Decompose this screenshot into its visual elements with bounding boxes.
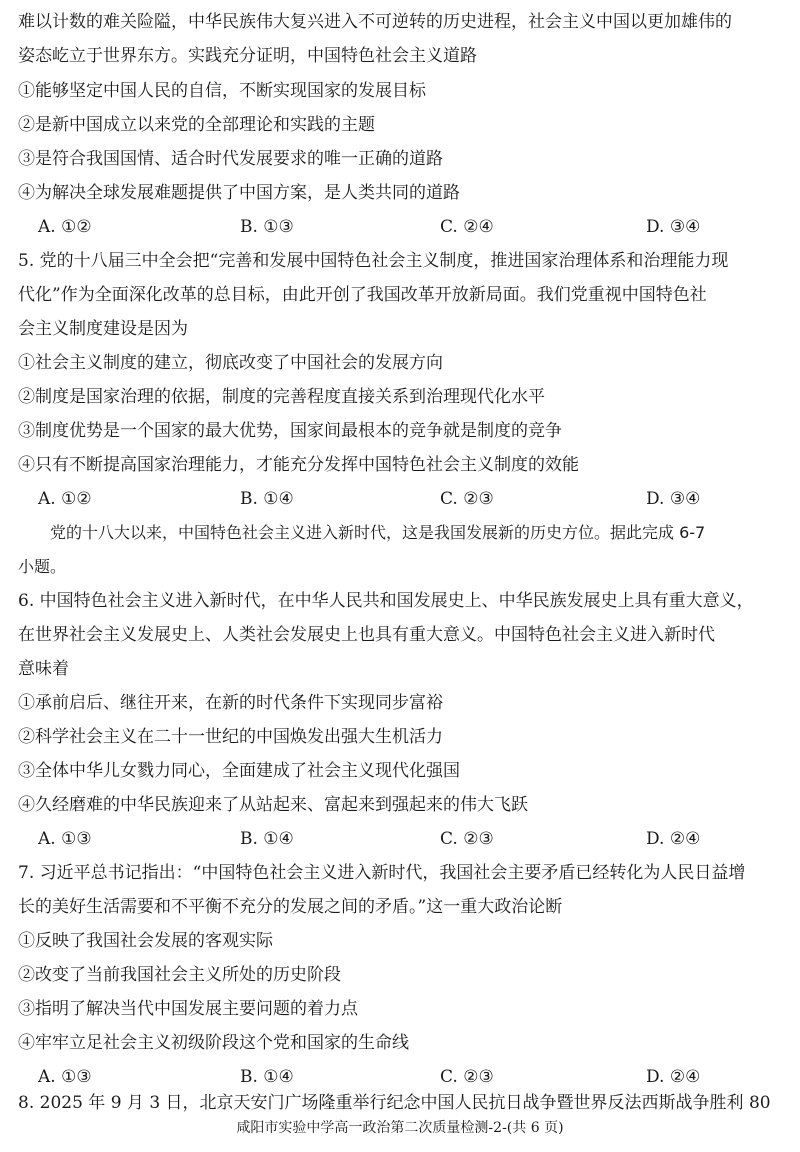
q5-option: ①社会主义制度的建立，彻底改变了中国社会的发展方向 (18, 353, 443, 373)
choice-d: D. ③④ (646, 489, 701, 509)
q5-option: ②制度是国家治理的依据，制度的完善程度直接关系到治理现代化水平 (18, 387, 545, 407)
q6-option: ①承前启后、继往开来，在新的时代条件下实现同步富裕 (18, 693, 443, 713)
choice-b: B. ①④ (240, 829, 294, 849)
choice-a: A. ①③ (38, 829, 92, 849)
q6-option: ③全体中华儿女戮力同心，全面建成了社会主义现代化强国 (18, 761, 460, 781)
q5-option: ④只有不断提高国家治理能力，才能充分发挥中国特色社会主义制度的效能 (18, 455, 579, 475)
choice-c: C. ②③ (440, 829, 494, 849)
choice-b: B. ①④ (240, 489, 294, 509)
q7-stem-line: 长的美好生活需要和不平衡不充分的发展之间的矛盾。”这一重大政治论断 (18, 897, 563, 917)
choice-c: C. ②④ (440, 217, 494, 237)
q5-stem-line: 会主义制度建设是因为 (18, 319, 188, 339)
q6-option: ②科学社会主义在二十一世纪的中国焕发出强大生机活力 (18, 727, 443, 747)
choice-d: D. ②④ (646, 1067, 701, 1087)
page-footer: 咸阳市实验中学高一政治第二次质量检测-2-(共 6 页) (236, 1120, 564, 1136)
q6-stem-line: 意味着 (18, 659, 69, 679)
q7-option: ③指明了解决当代中国发展主要问题的着力点 (18, 999, 358, 1019)
q6-option: ④久经磨难的中华民族迎来了从站起来、富起来到强起来的伟大飞跃 (18, 795, 528, 815)
choice-c: C. ②③ (440, 489, 494, 509)
choice-d: D. ②④ (646, 829, 701, 849)
q6-stem-line: 6. 中国特色社会主义进入新时代，在中华人民共和国发展史上、中华民族发展史上具有重大意义， (18, 591, 754, 611)
q6-stem-line: 在世界社会主义发展史上、人类社会发展史上也具有重大意义。中国特色社会主义进入新时代 (18, 625, 715, 645)
q4-choices (38, 215, 782, 239)
intro-line: 小题。 (18, 557, 67, 576)
q4-option: ②是新中国成立以来党的全部理论和实践的主题 (18, 115, 375, 135)
q7-stem-line: 7. 习近平总书记指出：“中国特色社会主义进入新时代，我国社会主要矛盾已经转化为人民日益增 (18, 863, 746, 883)
q6-choices (38, 827, 782, 851)
q7-choices (38, 1065, 782, 1089)
choice-a: A. ①③ (38, 1067, 92, 1087)
choice-b: B. ①③ (240, 217, 294, 237)
choice-c: C. ②③ (440, 1067, 494, 1087)
q4-option: ④为解决全球发展难题提供了中国方案，是人类共同的道路 (18, 183, 460, 203)
q4-stem-line: 姿态屹立于世界东方。实践充分证明，中国特色社会主义道路 (18, 46, 477, 66)
q5-choices (38, 487, 782, 511)
q5-stem-line: 5. 党的十八届三中全会把“完善和发展中国特色社会主义制度，推进国家治理体系和治理能力现 (18, 251, 729, 271)
q4-option: ③是符合我国国情、适合时代发展要求的唯一正确的道路 (18, 149, 443, 169)
q5-option: ③制度优势是一个国家的最大优势，国家间最根本的竞争就是制度的竞争 (18, 421, 562, 441)
choice-a: A. ①② (38, 489, 92, 509)
choice-d: D. ③④ (646, 217, 701, 237)
q4-option: ①能够坚定中国人民的自信，不断实现国家的发展目标 (18, 81, 426, 101)
q4-stem-line: 难以计数的难关险隘，中华民族伟大复兴进入不可逆转的历史进程，社会主义中国以更加雄伟的 (18, 12, 732, 32)
q7-option: ④牢牢立足社会主义初级阶段这个党和国家的生命线 (18, 1033, 409, 1053)
choice-a: A. ①② (38, 217, 92, 237)
q5-stem-line: 代化”作为全面深化改革的总目标，由此开创了我国改革开放新局面。我们党重视中国特色社 (18, 285, 707, 305)
q7-option: ②改变了当前我国社会主义所处的历史阶段 (18, 965, 341, 985)
q8-stem-line: 8. 2025 年 9 月 3 日，北京天安门广场隆重举行纪念中国人民抗日战争暨世界反法西斯战争胜利 80 (18, 1093, 771, 1113)
choice-b: B. ①④ (240, 1067, 294, 1087)
intro-line: 党的十八大以来，中国特色社会主义进入新时代，这是我国发展新的历史方位。据此完成 6-7 (50, 523, 706, 542)
q7-option: ①反映了我国社会发展的客观实际 (18, 931, 273, 951)
